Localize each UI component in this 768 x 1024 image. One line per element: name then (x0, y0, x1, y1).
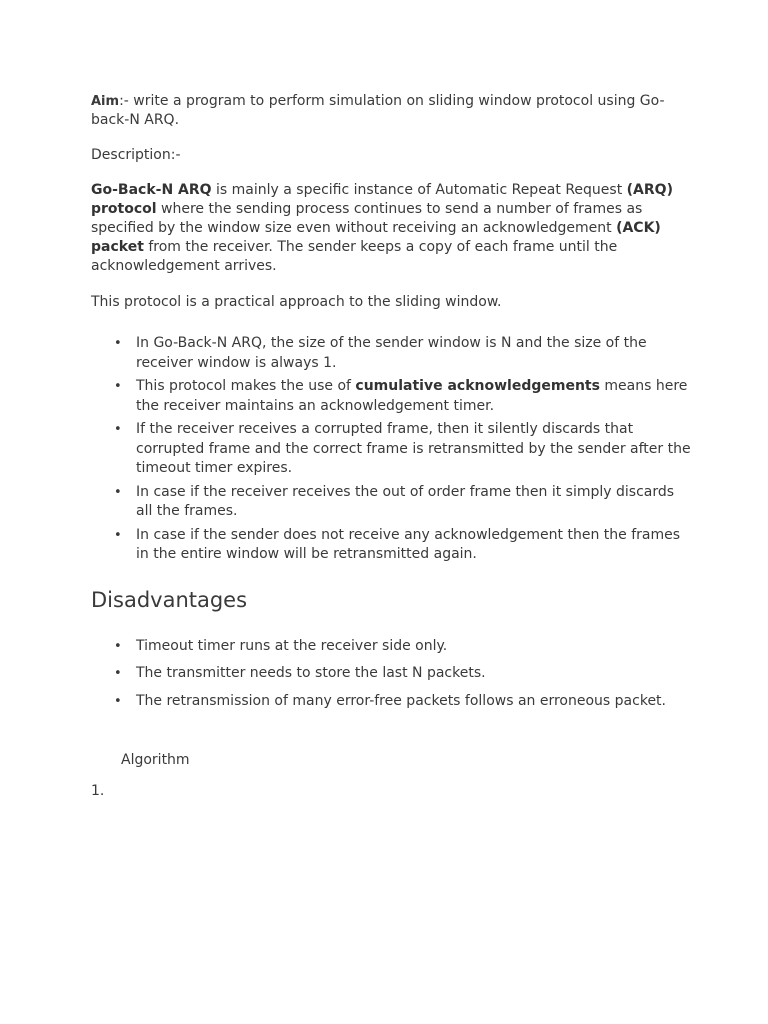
aim-text: :- write a program to perform simulation on sliding window protocol using Go-back-N ARQ. (91, 93, 665, 128)
algorithm-step-number: 1. (91, 783, 105, 799)
list-item (114, 420, 691, 479)
description-text-1: is mainly a specific instance of Automatic Repeat Request (211, 182, 627, 198)
disadvantages-heading: Disadvantages (91, 587, 248, 612)
algorithm-heading: Algorithm (121, 752, 190, 768)
bullet-icon: • (114, 484, 122, 500)
bullet-icon: • (114, 527, 122, 543)
bullet-icon: • (114, 379, 122, 394)
list-item-text: In case if the sender does not receive any acknowledgement then the frames in the entire window will be retransmitted again. (136, 526, 681, 562)
list-item-text: In Go-Back-N ARQ, the size of the sender window is N and the size of the receiver window is always 1. (136, 335, 647, 371)
aim-paragraph (91, 92, 691, 130)
bullet-icon: • (114, 666, 122, 681)
disadvantages-list (91, 637, 691, 712)
term-ack-packet: (ACK) packet (91, 220, 661, 255)
bullet-icon: • (114, 336, 122, 351)
list-item (114, 637, 691, 657)
list-item (114, 526, 691, 565)
features-list (91, 334, 691, 565)
list-item-text: means here the receiver maintains an acknowledgement timer. (136, 378, 688, 414)
list-item-text: The retransmission of many error-free packets follows an erroneous packet. (136, 692, 666, 709)
term-cumulative-acknowledgements: cumulative acknowledgements (355, 378, 600, 394)
description-text-2: where the sending process continues to send a number of frames as specified by the window size even without receiving an acknowledgement (91, 201, 643, 236)
list-item (114, 692, 691, 712)
list-item-text: The transmitter needs to store the last N packets. (136, 665, 486, 681)
intro-line: This protocol is a practical approach to the sliding window. (91, 294, 502, 310)
description-paragraph (91, 181, 691, 276)
term-arq-protocol: (ARQ) protocol (91, 182, 673, 217)
list-item-text: This protocol makes the use of (136, 378, 356, 394)
list-item (114, 334, 691, 373)
list-item (114, 664, 691, 684)
list-item (114, 483, 691, 522)
description-heading: Description:- (91, 147, 181, 163)
description-text-3: from the receiver. The sender keeps a copy of each frame until the acknowledgement arrives. (91, 239, 618, 274)
bullet-icon: • (114, 693, 122, 709)
bullet-icon: • (114, 422, 122, 437)
aim-label: Aim (91, 94, 120, 109)
bullet-icon: • (114, 638, 122, 654)
list-item-text: If the receiver receives a corrupted frame, then it silently discards that corrupted frame and the correct frame is retransmitted by the sender after the timeout timer expires. (136, 421, 691, 476)
list-item-text: Timeout timer runs at the receiver side only. (136, 637, 448, 654)
term-go-back-n: Go-Back-N ARQ (91, 182, 212, 198)
document-page (91, 92, 691, 801)
list-item-text: In case if the receiver receives the out of order frame then it simply discards all the frames. (136, 483, 675, 519)
list-item (114, 377, 691, 416)
